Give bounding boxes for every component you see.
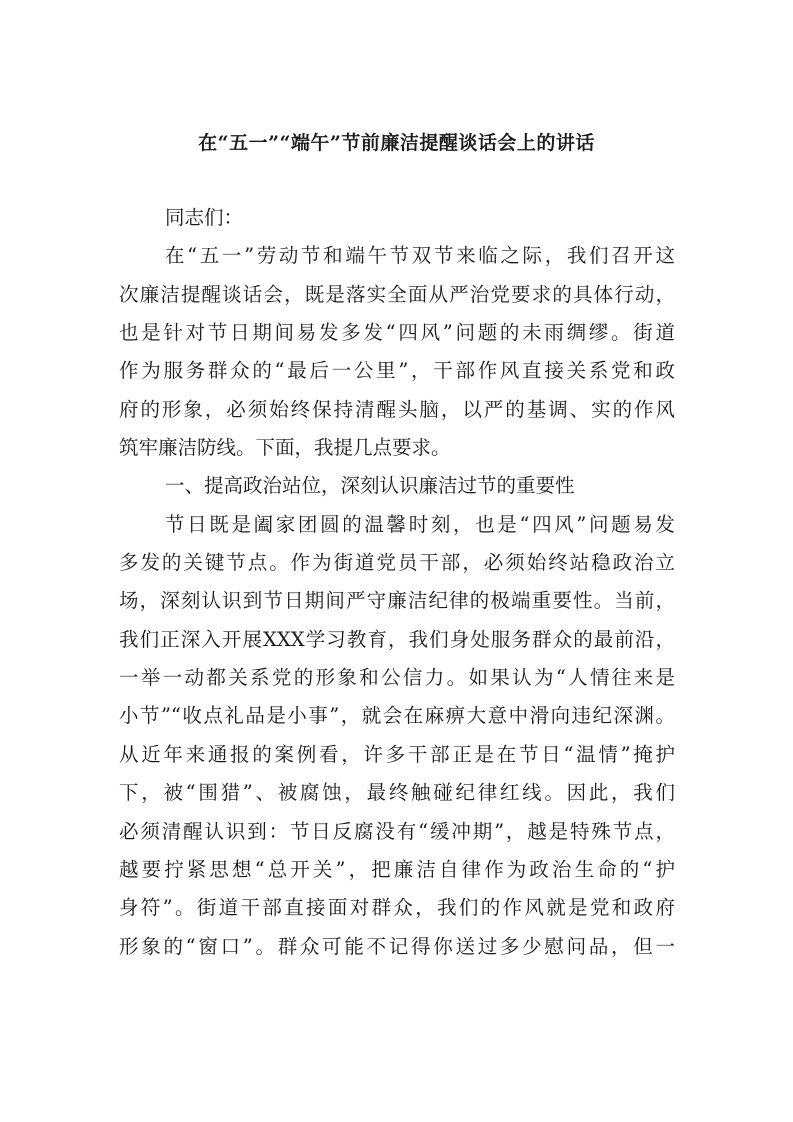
paragraph-line: 筑牢廉洁防线。下面，我提几点要求。	[119, 436, 451, 460]
paragraph-line: 场，深刻认识到节日期间严守廉洁纪律的极端重要性。当前，	[119, 589, 675, 613]
paragraph-line: 身符”。街道干部直接面对群众，我们的作风就是党和政府	[119, 896, 675, 920]
paragraph-line: 越要拧紧思想“总开关”，把廉洁自律作为政治生命的“护	[119, 857, 675, 881]
paragraph-line: 从近年来通报的案例看，许多干部正是在节日“温情”掩护	[119, 742, 675, 766]
paragraph-line: 我们正深入开展XXX学习教育，我们身处服务群众的最前沿，	[119, 627, 675, 651]
paragraph-line: 必须清醒认识到：节日反腐没有“缓冲期”，越是特殊节点，	[119, 819, 675, 843]
paragraph-line: 一举一动都关系党的形象和公信力。如果认为“人情往来是	[119, 666, 675, 690]
document-body	[119, 199, 675, 966]
paragraph-line: 府的形象，必须始终保持清醒头脑，以严的基调、实的作风	[119, 397, 675, 421]
paragraph-line: 形象的“窗口”。群众可能不记得你送过多少慰问品，但一	[119, 934, 675, 958]
paragraph-line: 多发的关键节点。作为街道党员干部，必须始终站稳政治立	[119, 551, 675, 575]
section-heading: 一、提高政治站位，深刻认识廉洁过节的重要性	[165, 474, 575, 498]
paragraph-line: 下，被“围猎”、被腐蚀，最终触碰纪律红线。因此，我们	[119, 781, 675, 805]
paragraph-line: 节日既是阖家团圆的温馨时刻，也是“四风”问题易发	[165, 512, 675, 536]
document-title: 在“五一”“端午”节前廉洁提醒谈话会上的讲话	[198, 132, 595, 154]
paragraph-line: 作为服务群众的“最后一公里”，干部作风直接关系党和政	[119, 359, 675, 383]
paragraph-line: 在“五一”劳动节和端午节双节来临之际，我们召开这	[165, 244, 675, 268]
paragraph-line: 小节”“收点礼品是小事”，就会在麻痹大意中滑向违纪深渊。	[119, 704, 675, 728]
salutation: 同志们：	[165, 206, 244, 229]
paragraph-line: 也是针对节日期间易发多发“四风”问题的未雨绸缪。街道	[119, 321, 675, 345]
paragraph-line: 次廉洁提醒谈话会，既是落实全面从严治党要求的具体行动，	[119, 282, 675, 306]
